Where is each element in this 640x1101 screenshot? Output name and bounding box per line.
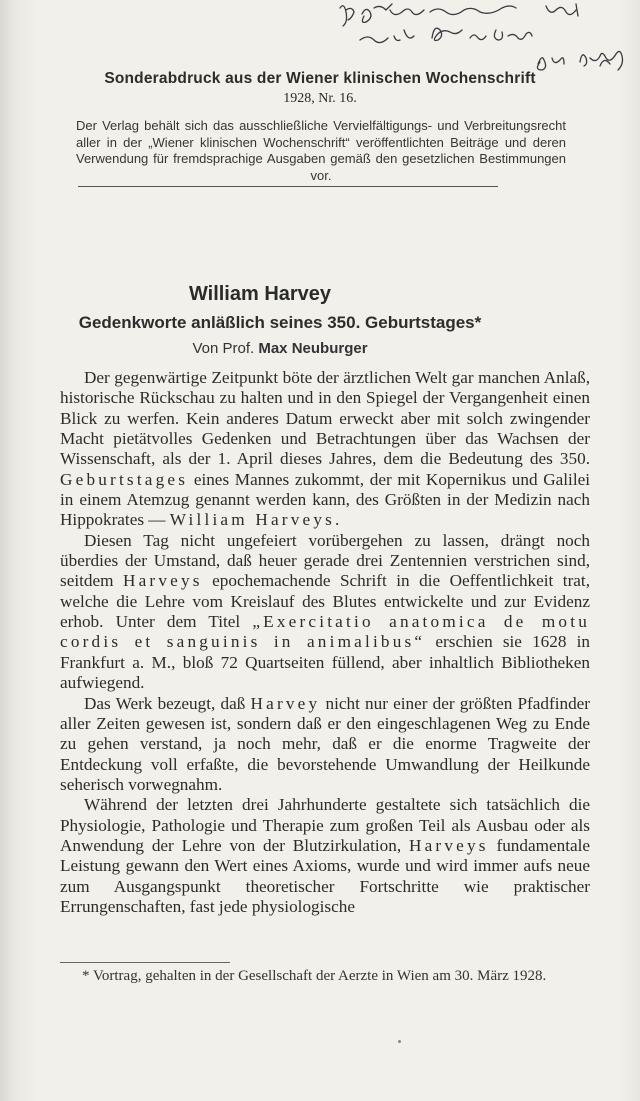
author-prefix: Von Prof. — [192, 340, 255, 357]
paragraph-1: Der gegenwärtige Zeitpunkt böte der ärztlichen Welt gar manchen Anlaß, historische Rückschau zu halten und in den Spiegel der Vergangenheit einen Blick zu werfen. Kein anderes Datum erweckt aber mit solch zwingender Macht pietätvolles Gedenken und Betrachtungen über das Wachsen der Wissenschaft, als der 1. April dieses Jahres, dem die Bedeutung des 350. Geburtstages eines Mannes zukommt, der mit Kopernikus und Galilei in einem Atemzug genannt werden kann, des Größten in der Medizin nach Hippokrates — William Harveys. — [60, 368, 590, 530]
handwriting-line3: Ihr Neuburger — [320, 50, 328, 51]
offprint-header — [50, 70, 590, 107]
paragraph-4: Während der letzten drei Jahrhunderte gestaltete sich tatsächlich die Physiologie, Pathologie und Therapie zum großen Teil als Ausbau oder als Anwendung der Lehre von der Blutzirkulation, Harveys fundamentale Leistung gewann den Wert eines Axioms, wurde und wird immer aufs neue zum Ausgangspunkt theoretischer Fortschritte wie praktischer Errungenschaften, fast jede physiologische — [60, 795, 591, 916]
footnote — [60, 968, 590, 986]
offprint-issue: 1928, Nr. 16. — [283, 91, 357, 106]
paragraph-2: Diesen Tag nicht ungefeiert vorübergehen zu lassen, drängt noch überdies der Umstand, daß heuer gerade drei Zentennien verstrichen sind, seitdem Harveys epochemachende Schrift in die Oeffentlichkeit trat, welche die Lehre vom Kreislauf des Blutes entwickelte und zur Evidenz erhob. Unter dem Titel „Exercitatio anatomica de motu cordis et sanguinis in animalibus“ erschien sie 1628 in Frankfurt a. M., bloß 72 Quartseiten füllend, aber inhaltlich Bibliotheken aufwiegend. — [60, 530, 591, 693]
header-divider — [78, 186, 498, 187]
paragraph-3: Das Werk bezeugt, daß Harvey nicht nur einer der größten Pfadfinder aller Zeiten gewesen ist, sondern daß er den eingeschlagenen Weg zu Ende zu gehen verstand, ja noch mehr, daß er die enorme Tragweite der Entdeckung voll erfaßte, die bevorstehende Umwandlung der Heilkunde seherisch vorwegnahm. — [60, 693, 591, 794]
article-author — [0, 340, 560, 357]
article-title: William Harvey — [188, 283, 332, 305]
article-body — [60, 368, 590, 917]
publisher-notice: Der Verlag behält sich das ausschließliche Vervielfältigungs- und Verbreitungsrecht aller in der „Wiener klinischen Wochenschrift“ veröffentlichten Beiträge und deren Verwendung für fremdsprachige Ausgaben gemäß den gesetzlichen Bestimmungen vor. — [76, 118, 566, 183]
handwriting-line2: an d. Kollegen — [320, 40, 328, 41]
handwriting-line1: Mit bestem Gruss — [320, 30, 330, 31]
author-name: Max Neuburger — [258, 340, 368, 357]
footnote-divider — [60, 962, 230, 963]
article-subtitle: Gedenkworte anläßlich seines 350. Geburtstages* — [78, 313, 482, 332]
offprint-title: Sonderabdruck aus der Wiener klinischen Wochenschrift — [104, 70, 536, 87]
footnote-text: * Vortrag, gehalten in der Gesellschaft der Aerzte in Wien am 30. März 1928. — [82, 968, 547, 984]
paper-speck — [398, 1040, 401, 1043]
